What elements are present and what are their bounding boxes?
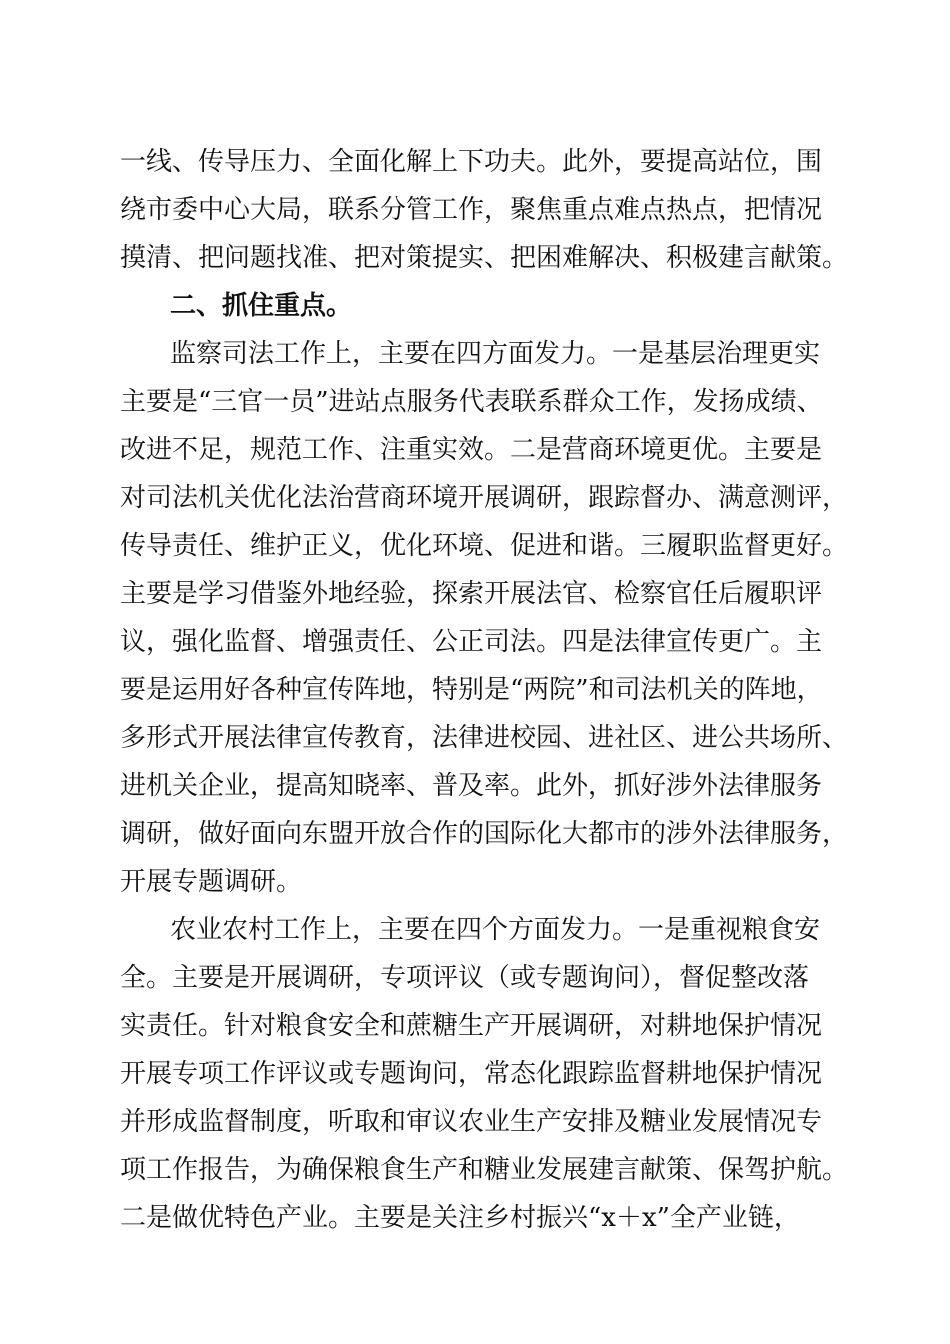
text-line: 二是做优特色产业。主要是关注乡村振兴“x＋x”全产业链， <box>120 1203 800 1233</box>
text-line: 进机关企业，提高知晓率、普及率。此外，抓好涉外法律服务 <box>120 771 823 801</box>
text-line: 项工作报告，为确保粮食生产和糖业发展建言献策、保驾护航。 <box>120 1155 849 1185</box>
text-line: 一线、传导压力、全面化解上下功夫。此外，要提高站位，围 <box>120 147 823 177</box>
text-line: 摸清、把问题找准、把对策提实、把困难解决、积极建言献策。 <box>120 243 849 273</box>
text-line: 绕市委中心大局，联系分管工作，聚焦重点难点热点，把情况 <box>120 195 823 225</box>
text-line: 调研，做好面向东盟开放合作的国际化大都市的涉外法律服务， <box>120 819 849 849</box>
text-line: 主要是“三官一员”进站点服务代表联系群众工作，发扬成绩、 <box>120 387 823 417</box>
text-line: 改进不足，规范工作、注重实效。二是营商环境更优。主要是 <box>120 435 823 465</box>
text-line: 全。主要是开展调研，专项评议（或专题询问），督促整改落 <box>120 963 810 993</box>
text-line: 议，强化监督、增强责任、公正司法。四是法律宣传更广。主 <box>120 627 823 657</box>
text-line: 农业农村工作上，主要在四个方面发力。一是重视粮食安 <box>170 915 821 945</box>
section-heading: 二、抓住重点。 <box>170 291 353 321</box>
text-line: 要是运用好各种宣传阵地，特别是“两院”和司法机关的阵地， <box>120 675 823 705</box>
text-line: 开展专题调研。 <box>120 867 303 897</box>
text-line: 开展专项工作评议或专题询问，常态化跟踪监督耕地保护情况 <box>120 1059 823 1089</box>
text-line: 实责任。针对粮食安全和蔗糖生产开展调研，对耕地保护情况 <box>120 1011 823 1041</box>
text-line: 主要是学习借鉴外地经验，探索开展法官、检察官任后履职评 <box>120 579 823 609</box>
text-line: 对司法机关优化法治营商环境开展调研，跟踪督办、满意测评， <box>120 483 849 513</box>
text-line: 并形成监督制度，听取和审议农业生产安排及糖业发展情况专 <box>120 1107 823 1137</box>
text-line: 监察司法工作上，主要在四方面发力。一是基层治理更实 <box>170 339 821 369</box>
text-line: 传导责任、维护正义，优化环境、促进和谐。三履职监督更好。 <box>120 531 849 561</box>
text-line: 多形式开展法律宣传教育，法律进校园、进社区、进公共场所、 <box>120 723 849 753</box>
